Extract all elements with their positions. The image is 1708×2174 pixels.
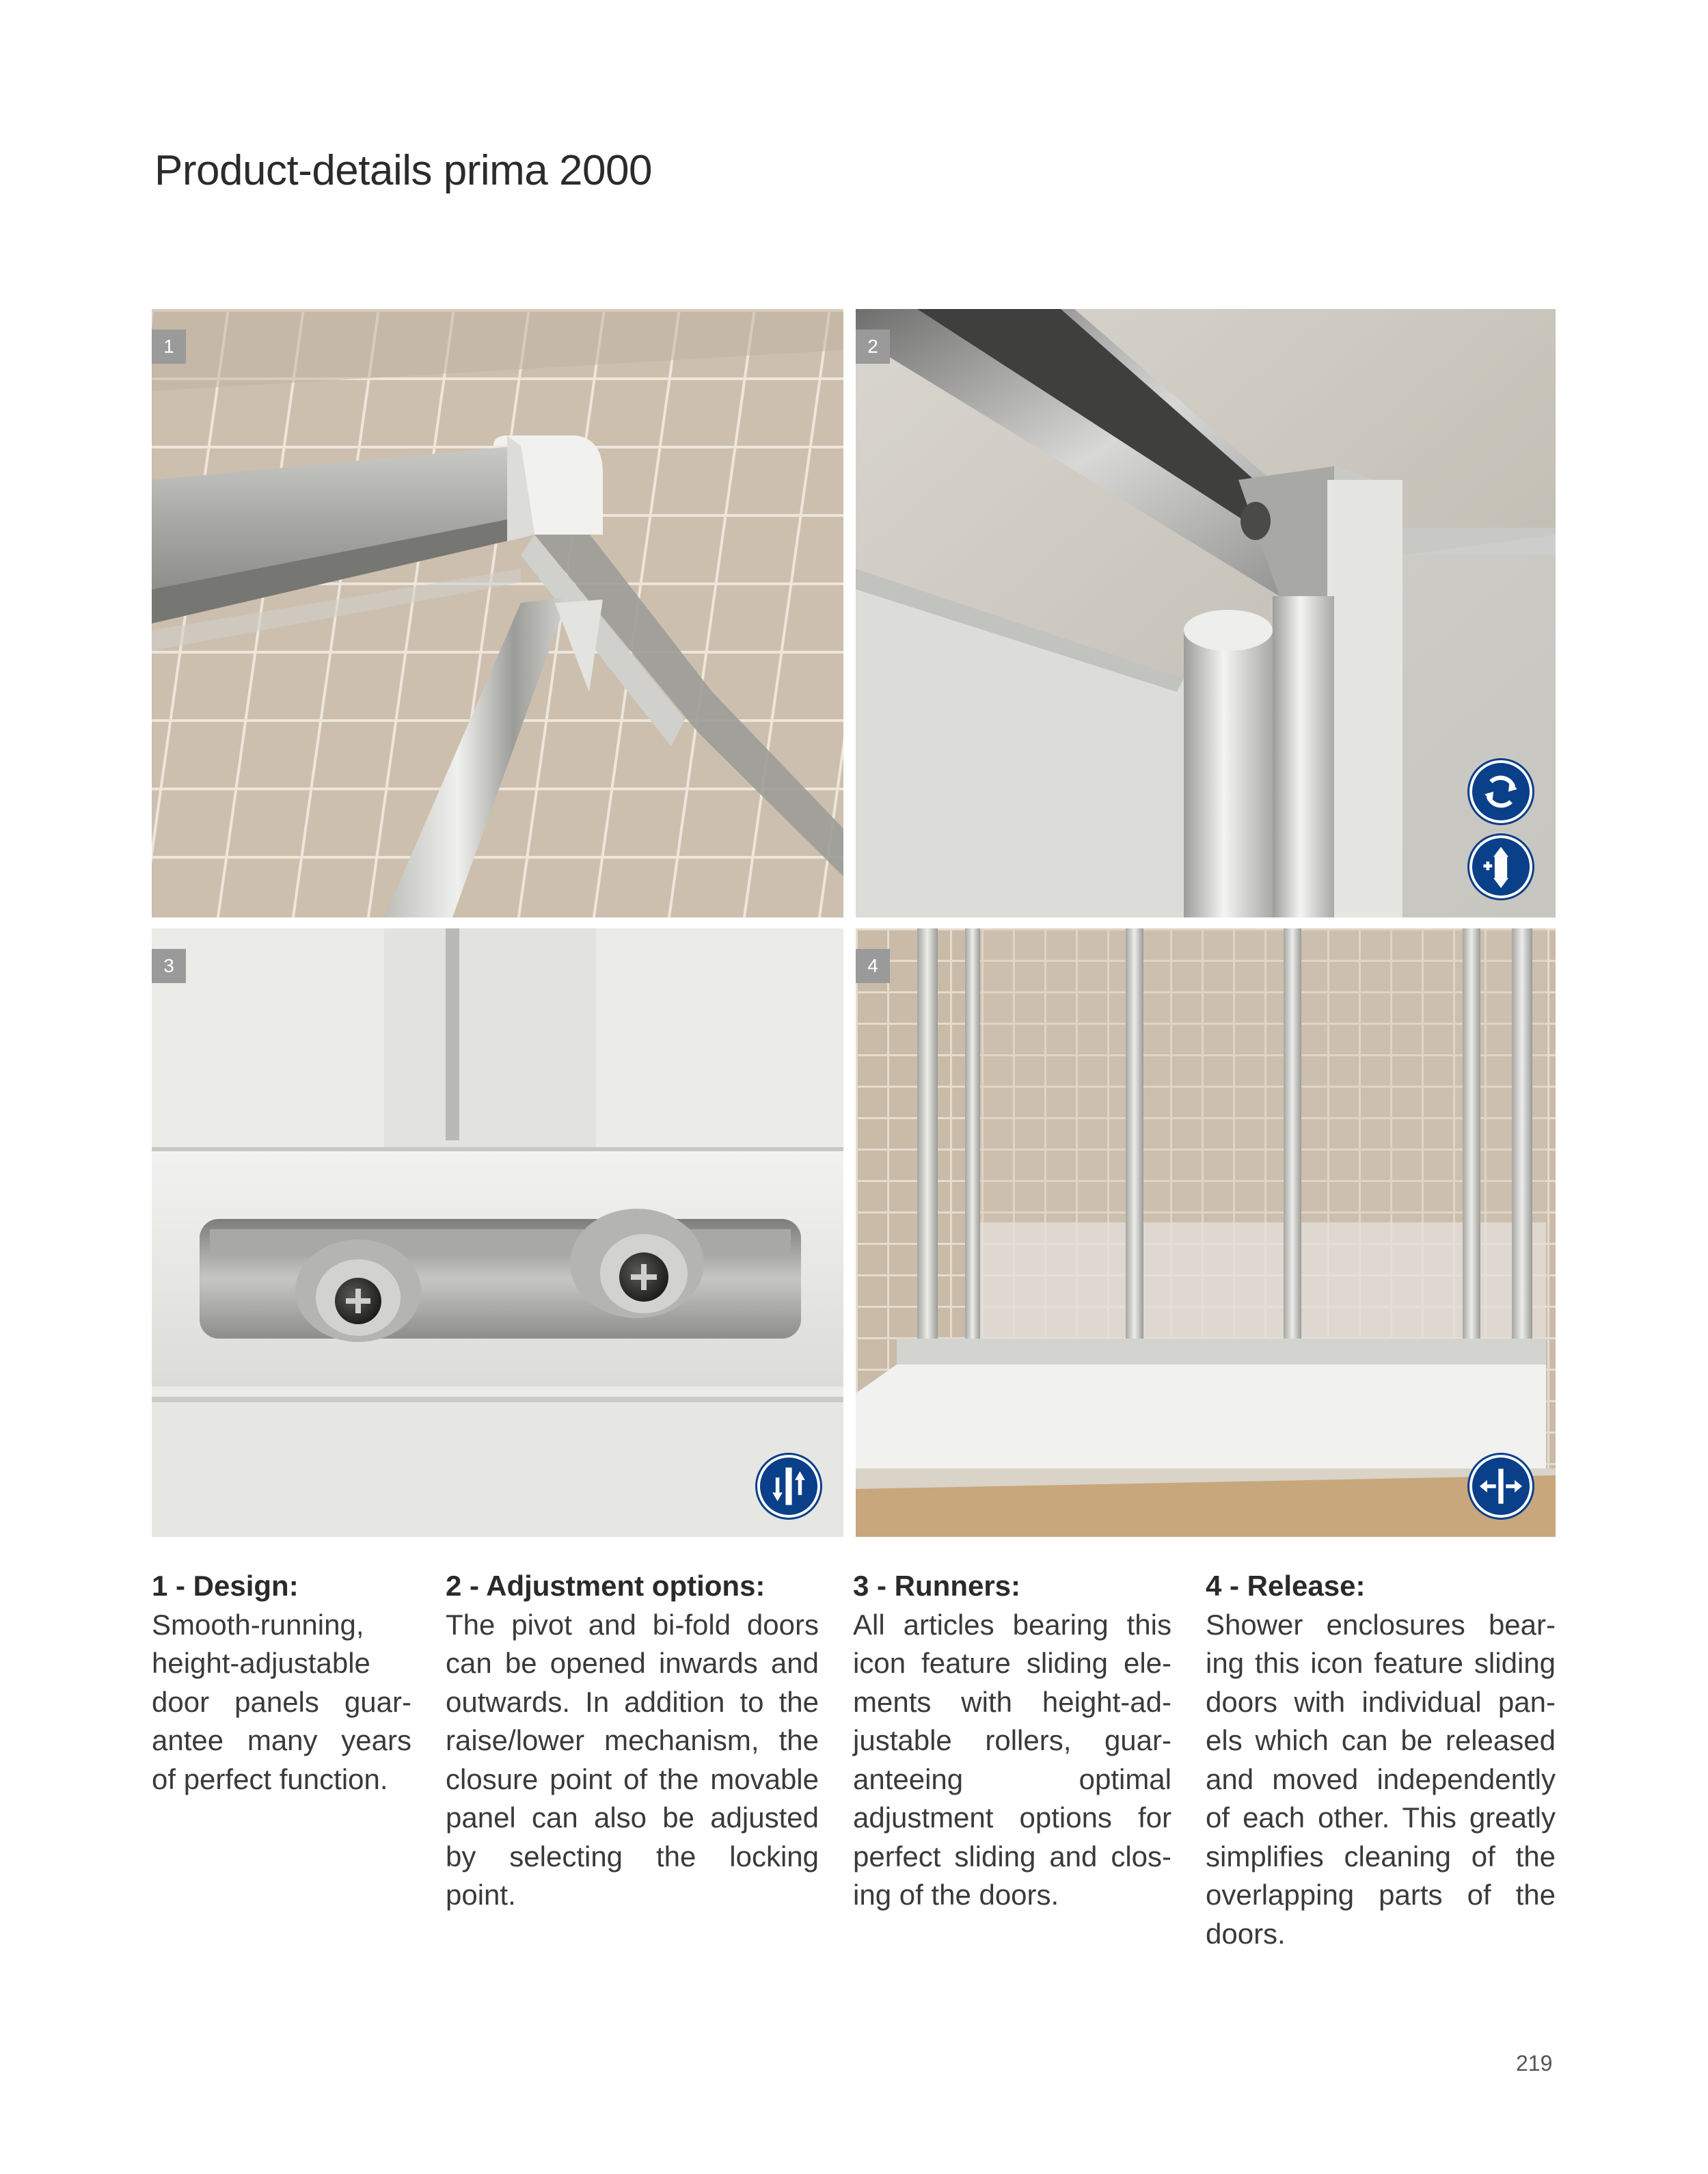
description-text: The pivot and bi-fold doors can be opened inwards and outwards. In addition to the raise/lower mechanism, the closure point of the movable panel can also be adjusted by selecting the locking point.: [446, 1608, 819, 1911]
photo-number-tag: 3: [152, 949, 186, 983]
release-panel-icon: [1469, 1455, 1532, 1518]
photo-3-runners: [152, 928, 843, 1537]
description-runners: [853, 1567, 1171, 1915]
rotate-both-ways-icon: [1469, 760, 1532, 823]
page-number: 219: [1516, 2051, 1553, 2076]
description-text: Shower enclosures bear-ing this icon feature sliding doors with individual pan-els which can be released and moved independently of each other. This greatly simplifies cleaning of the overlapping parts of the doors.: [1206, 1608, 1556, 1950]
photo-2-pivot-hinge: [856, 309, 1556, 917]
description-adjustment-options: [446, 1567, 819, 1915]
description-heading: 4 - Release:: [1206, 1570, 1366, 1602]
description-heading: 2 - Adjustment options:: [446, 1570, 765, 1602]
height-adjustable-rollers-icon: [757, 1455, 820, 1518]
photo-2-illustration: [856, 309, 1556, 917]
description-text: Smooth-running, height-adjustable door panels guar-antee many years of perfect function.: [152, 1608, 411, 1795]
height-adjust-icon: [1469, 835, 1532, 898]
photo-1-corner-profile: [152, 309, 843, 917]
page-title: Product-details prima 2000: [154, 147, 652, 194]
photo-number-tag: 2: [856, 330, 890, 364]
photo-4-illustration: [856, 928, 1556, 1537]
description-design: [152, 1567, 411, 1799]
photo-number-tag: 1: [152, 330, 186, 364]
photo-number-tag: 4: [856, 949, 890, 983]
description-heading: 1 - Design:: [152, 1570, 299, 1602]
description-release: [1206, 1567, 1556, 1953]
description-text: All articles bearing this icon feature sliding ele-ments with height-ad-justable rollers, guar-anteeing optimal adjustment options for perfect sliding and clos-ing of the doors.: [853, 1608, 1171, 1911]
description-heading: 3 - Runners:: [853, 1570, 1021, 1602]
photo-4-sliding-doors: [856, 928, 1556, 1537]
photo-1-illustration: [152, 309, 843, 917]
photo-3-illustration: [152, 928, 843, 1537]
